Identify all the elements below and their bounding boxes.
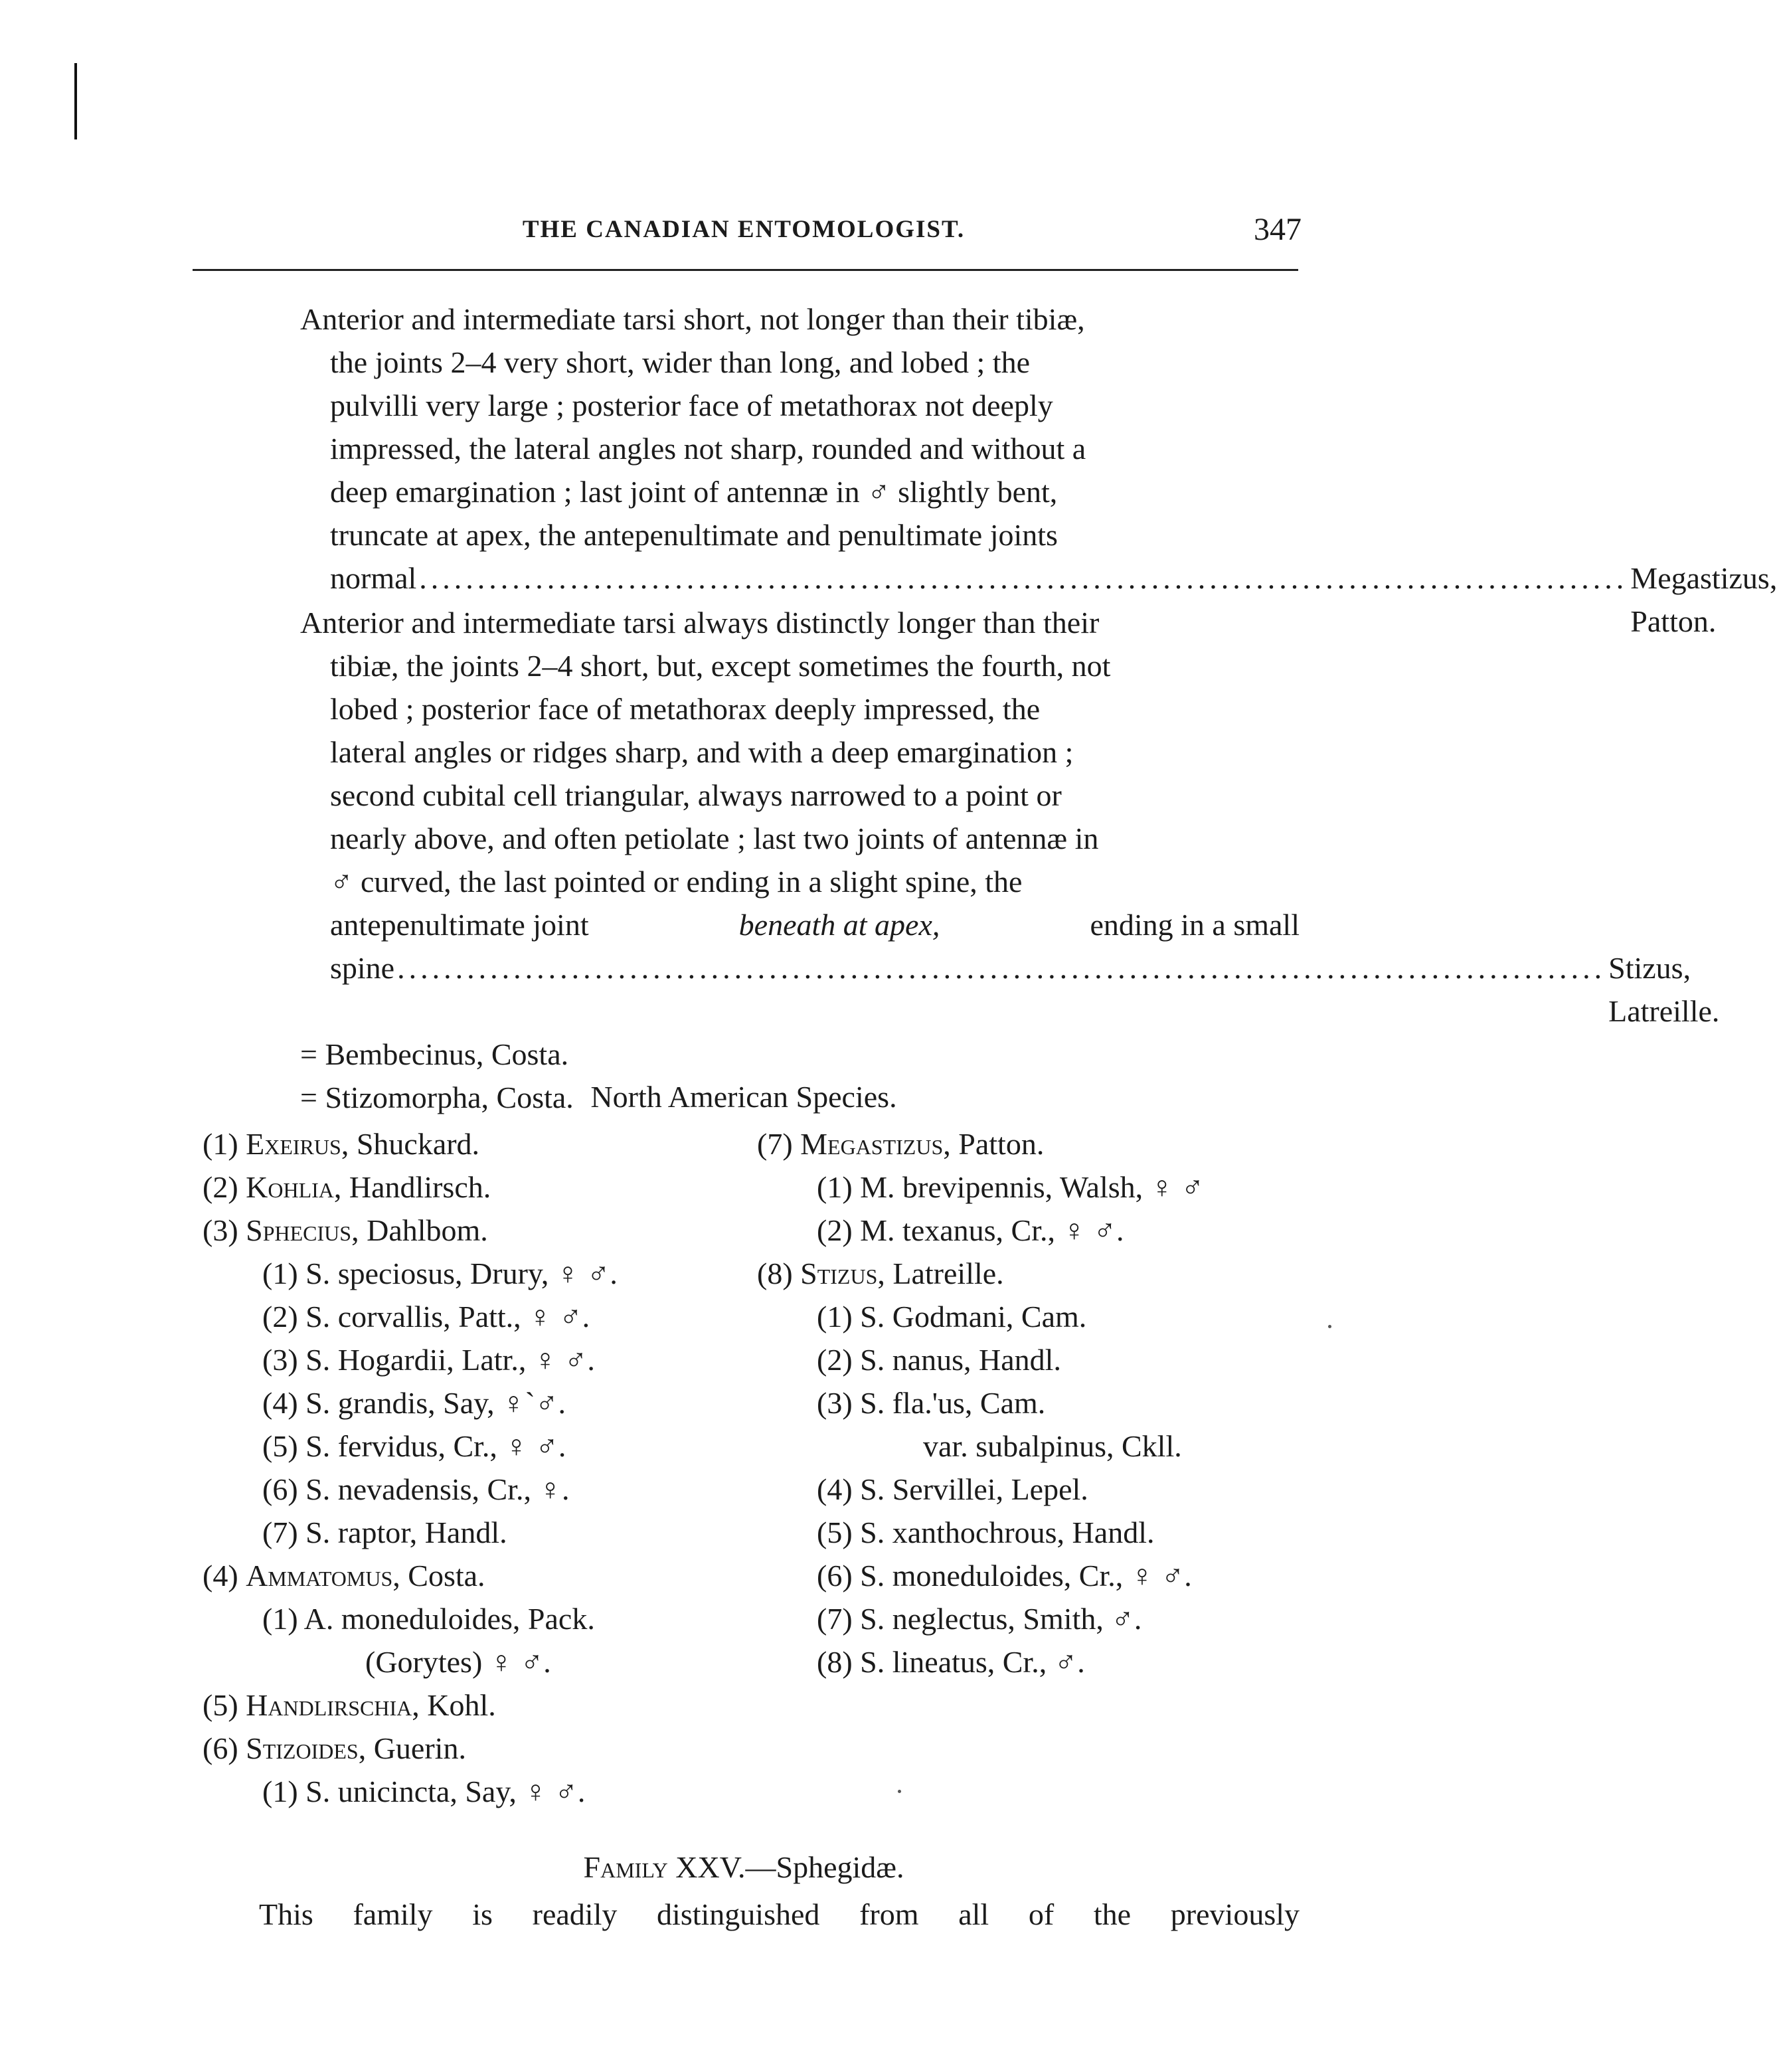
entry-number: (1)	[262, 1774, 306, 1808]
entry-number: (5)	[817, 1515, 861, 1549]
family-title: XXV.—Sphegidæ.	[675, 1850, 904, 1884]
entry-number: (1)	[817, 1300, 861, 1334]
species-heading: North American Species.	[590, 1080, 897, 1114]
entry-number: (7)	[262, 1515, 306, 1549]
key-line: impressed, the lateral angles not sharp, rounded and without a	[330, 432, 1086, 466]
entry-number: (3)	[203, 1213, 246, 1247]
species-entry	[203, 1338, 720, 1381]
species-name: S. corvallis, Patt., ♀ ♂.	[305, 1300, 590, 1334]
genus-name: Stizoides	[246, 1731, 359, 1765]
species-entry	[203, 1511, 720, 1554]
entry-number: (4)	[262, 1386, 306, 1420]
species-name: (Gorytes) ♀ ♂.	[365, 1645, 551, 1679]
genus-entry	[203, 1684, 720, 1727]
italic-suffix: ending in a small	[1090, 908, 1300, 942]
species-entry	[203, 1770, 720, 1813]
species-name: S. fla.'us, Cam.	[860, 1386, 1046, 1420]
synonym: = Bembecinus, Costa.	[300, 1037, 569, 1071]
genus-entry	[203, 1122, 720, 1166]
family-word: Family	[583, 1850, 668, 1884]
genus-entry	[203, 1727, 720, 1770]
entry-number: (7)	[757, 1127, 801, 1161]
key-line: nearly above, and often petiolate ; last two joints of antennæ in	[330, 821, 1099, 855]
scan-speck	[1328, 1325, 1331, 1328]
entry-number: (6)	[203, 1731, 246, 1765]
synonym: = Stizomorpha, Costa.	[300, 1080, 574, 1114]
genus-author: , Latreille.	[877, 1256, 1004, 1290]
italic-prefix: antepenultimate joint	[330, 908, 589, 942]
entry-number: (5)	[203, 1688, 246, 1722]
page-header	[186, 211, 1302, 251]
species-name: S. speciosus, Drury, ♀ ♂.	[305, 1256, 618, 1290]
species-entry	[203, 1381, 720, 1424]
family-heading	[186, 1850, 1302, 1885]
species-name: M. texanus, Cr., ♀ ♂.	[860, 1213, 1124, 1247]
species-name: S. Godmani, Cam.	[860, 1300, 1087, 1334]
family-intro-text: This family is readily distinguished from all of the previously	[259, 1897, 1300, 1931]
species-entry	[203, 1295, 720, 1338]
species-name: S. grandis, Say, ♀`♂.	[305, 1386, 566, 1420]
species-name: S. neglectus, Smith, ♂.	[860, 1602, 1142, 1636]
header-rule	[193, 269, 1298, 271]
species-entry	[757, 1295, 1308, 1338]
genus-author: , Handlirsch.	[333, 1170, 491, 1204]
species-entry	[757, 1468, 1308, 1511]
genus-author: , Patton.	[943, 1127, 1045, 1161]
genus-name: Stizus	[800, 1256, 878, 1290]
entry-number: (3)	[817, 1386, 861, 1420]
genus-author: , Guerin.	[358, 1731, 466, 1765]
key-line: truncate at apex, the antepenultimate and penultimate joints	[330, 518, 1058, 552]
species-name: S. nevadensis, Cr., ♀.	[305, 1472, 570, 1506]
key-line-italic	[300, 903, 1300, 946]
key-line: Anterior and intermediate tarsi always distinctly longer than their	[300, 606, 1100, 640]
genus-entry	[203, 1209, 720, 1252]
key-line: lobed ; posterior face of metathorax deeply impressed, the	[330, 692, 1041, 726]
genus-entry	[203, 1166, 720, 1209]
entry-number: (8)	[757, 1256, 801, 1290]
key-last-word: normal	[330, 561, 417, 595]
species-entry	[203, 1468, 720, 1511]
species-name: S. Servillei, Lepel.	[860, 1472, 1088, 1506]
species-list-right	[757, 1122, 1308, 1684]
genus-name: Sphecius	[246, 1213, 352, 1247]
species-entry	[203, 1640, 720, 1684]
entry-number: (6)	[817, 1559, 861, 1593]
entry-number: (2)	[262, 1300, 306, 1334]
entry-number: (2)	[203, 1170, 246, 1204]
genus-name: Megastizus	[800, 1127, 944, 1161]
species-entry	[757, 1424, 1308, 1468]
key-line: second cubital cell triangular, always narrowed to a point or	[330, 778, 1062, 812]
key-line: pulvilli very large ; posterior face of metathorax not deeply	[330, 388, 1053, 422]
species-name: S. moneduloides, Cr., ♀ ♂.	[860, 1559, 1192, 1593]
species-name: S. raptor, Handl.	[305, 1515, 507, 1549]
key-line: the joints 2–4 very short, wider than long, and lobed ; the	[330, 345, 1030, 379]
entry-number: (8)	[817, 1645, 861, 1679]
entry-number: (1)	[262, 1602, 304, 1636]
key-entry-megastizus	[300, 298, 1777, 643]
key-line: deep emargination ; last joint of antennæ in ♂ slightly bent,	[330, 475, 1058, 509]
key-line: Anterior and intermediate tarsi short, not longer than their tibiæ,	[300, 302, 1085, 336]
genus-entry	[757, 1252, 1308, 1295]
genus-author: , Kohl.	[412, 1688, 496, 1722]
italic-phrase: beneath at apex,	[738, 908, 940, 942]
genus-name: Ammatomus	[246, 1559, 393, 1593]
genus-author: , Costa.	[392, 1559, 485, 1593]
species-entry	[757, 1554, 1308, 1597]
species-name: S. lineatus, Cr., ♂.	[860, 1645, 1085, 1679]
key-line: tibiæ, the joints 2–4 short, but, except sometimes the fourth, not	[330, 649, 1111, 683]
dot-leader: ........................................................................................................	[419, 561, 1628, 595]
genus-author: , Shuckard.	[341, 1127, 480, 1161]
species-name: S. xanthochrous, Handl.	[860, 1515, 1155, 1549]
species-name: S. nanus, Handl.	[860, 1343, 1061, 1377]
species-name: S. fervidus, Cr., ♀ ♂.	[305, 1429, 566, 1463]
species-entry	[757, 1511, 1308, 1554]
species-entry	[757, 1338, 1308, 1381]
genus-entry	[757, 1122, 1308, 1166]
species-list-left	[203, 1122, 720, 1813]
species-name: S. Hogardii, Latr., ♀ ♂.	[305, 1343, 595, 1377]
entry-number: (6)	[262, 1472, 306, 1506]
entry-number: (4)	[817, 1472, 861, 1506]
species-entry	[203, 1424, 720, 1468]
entry-number: (4)	[203, 1559, 246, 1593]
species-name: S. unicincta, Say, ♀ ♂.	[305, 1774, 586, 1808]
genus-entry	[203, 1554, 720, 1597]
entry-number: (2)	[817, 1213, 861, 1247]
running-title: THE CANADIAN ENTOMOLOGIST.	[522, 216, 966, 243]
dot-leader: ........................................................................................................	[397, 951, 1606, 985]
genus-name: Handlirschia	[246, 1688, 412, 1722]
scan-margin-mark	[74, 63, 77, 139]
key-genus: Stizus, Latreille.	[1608, 951, 1720, 1028]
genus-name: Kohlia	[246, 1170, 334, 1204]
species-name: M. brevipennis, Walsh, ♀ ♂	[860, 1170, 1205, 1204]
species-entry	[757, 1640, 1308, 1684]
species-entry	[203, 1597, 720, 1640]
genus-author: , Dahlbom.	[351, 1213, 488, 1247]
key-last-word: spine	[330, 951, 395, 985]
key-line: ♂ curved, the last pointed or ending in a slight spine, the	[330, 865, 1023, 899]
species-entry	[757, 1381, 1308, 1424]
key-genus: Megastizus, Patton.	[1630, 561, 1777, 638]
entry-number: (1)	[817, 1170, 861, 1204]
entry-number: (1)	[262, 1256, 306, 1290]
entry-number: (1)	[203, 1127, 246, 1161]
scan-speck	[898, 1790, 901, 1793]
page-number: 347	[1254, 212, 1302, 247]
entry-number: (7)	[817, 1602, 861, 1636]
key-entry-stizus	[300, 601, 1720, 1119]
species-name: var. subalpinus, Ckll.	[923, 1429, 1182, 1463]
key-leader-line	[300, 946, 1720, 1033]
species-entry	[757, 1209, 1308, 1252]
key-line: lateral angles or ridges sharp, and with a deep emargination ;	[330, 735, 1074, 769]
species-name: A. moneduloides, Pack.	[303, 1602, 595, 1636]
species-entry	[757, 1166, 1308, 1209]
entry-number: (5)	[262, 1429, 306, 1463]
species-entry	[203, 1252, 720, 1295]
genus-name: Exeirus	[246, 1127, 341, 1161]
species-entry	[757, 1597, 1308, 1640]
entry-number: (3)	[262, 1343, 306, 1377]
entry-number: (2)	[817, 1343, 861, 1377]
